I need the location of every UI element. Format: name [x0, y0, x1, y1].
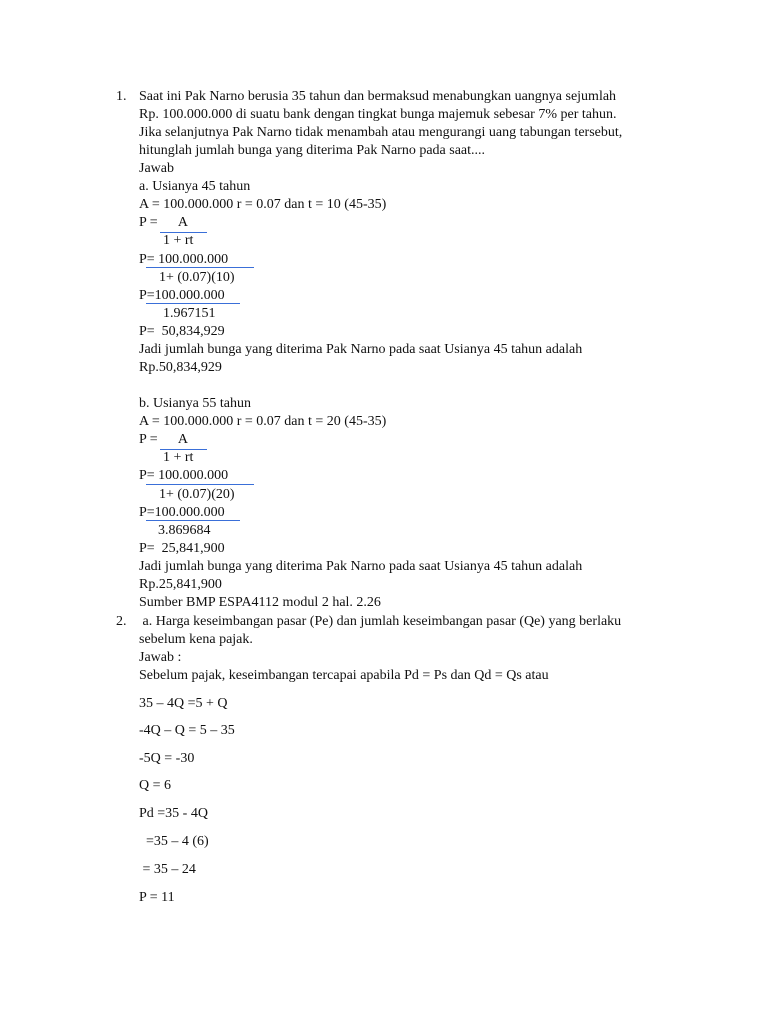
- part-a-heading: a. Usianya 45 tahun: [139, 179, 251, 194]
- equation-step: =35 – 4 (6): [139, 834, 209, 849]
- fraction-bar: [146, 303, 240, 304]
- answer-label: Jawab :: [139, 650, 182, 665]
- calc-denominator: 1+ (0.07)(10): [159, 270, 235, 285]
- q1-text-line: Rp. 100.000.000 di suatu bank dengan tingkat bunga majemuk sebesar 7% per tahun.: [139, 107, 617, 122]
- formula-numerator: P = A: [139, 215, 188, 230]
- calc-denominator: 3.869684: [158, 523, 211, 538]
- fraction-bar: [146, 267, 254, 268]
- part-b-heading: b. Usianya 55 tahun: [139, 396, 251, 411]
- equilibrium-condition: Sebelum pajak, keseimbangan tercapai apabila Pd = Ps dan Qd = Qs atau: [139, 668, 549, 683]
- fraction-bar: [146, 484, 254, 485]
- equation-step: Pd =35 - 4Q: [139, 806, 208, 821]
- formula-numerator: P = A: [139, 432, 188, 447]
- conclusion-a: Jadi jumlah bunga yang diterima Pak Narno pada saat Usianya 45 tahun adalah: [139, 342, 583, 357]
- q1-text-line: Jika selanjutnya Pak Narno tidak menambah atau mengurangi uang tabungan tersebut,: [139, 125, 623, 140]
- conclusion-b: Jadi jumlah bunga yang diterima Pak Narno pada saat Usianya 45 tahun adalah: [139, 559, 583, 574]
- calc-numerator: P= 100.000.000: [139, 252, 229, 267]
- equation-step: = 35 – 24: [139, 862, 196, 877]
- calc-denominator: 1.967151: [163, 306, 216, 321]
- result-a: P= 50,834,929: [139, 324, 225, 339]
- q1-text-line: hitunglah jumlah bunga yang diterima Pak Narno pada saat....: [139, 143, 486, 158]
- fraction-bar: [146, 520, 240, 521]
- source-reference: Sumber BMP ESPA4112 modul 2 hal. 2.26: [139, 595, 381, 610]
- q2-text-line: a. Harga keseimbangan pasar (Pe) dan jumlah keseimbangan pasar (Qe) yang berlaku: [139, 614, 622, 629]
- calc-denominator: 1+ (0.07)(20): [159, 487, 235, 502]
- calc-numerator: P=100.000.000: [139, 288, 225, 303]
- equation-step: Q = 6: [139, 778, 172, 793]
- q2-text-line: sebelum kena pajak.: [139, 632, 253, 647]
- conclusion-a-value: Rp.50,834,929: [139, 360, 222, 375]
- part-b-givens: A = 100.000.000 r = 0.07 dan t = 20 (45-35): [139, 414, 387, 429]
- formula-denominator: 1 + rt: [163, 450, 194, 465]
- answer-label: Jawab: [139, 161, 174, 176]
- calc-numerator: P=100.000.000: [139, 505, 225, 520]
- equation-step: -5Q = -30: [139, 751, 195, 766]
- conclusion-b-value: Rp.25,841,900: [139, 577, 222, 592]
- result-b: P= 25,841,900: [139, 541, 225, 556]
- question-1-number: 1.: [116, 89, 127, 104]
- part-a-givens: A = 100.000.000 r = 0.07 dan t = 10 (45-35): [139, 197, 387, 212]
- equation-step: P = 11: [139, 890, 175, 905]
- calc-numerator: P= 100.000.000: [139, 468, 229, 483]
- equation-step: -4Q – Q = 5 – 35: [139, 723, 235, 738]
- q1-text-line: Saat ini Pak Narno berusia 35 tahun dan bermaksud menabungkan uangnya sejumlah: [139, 89, 617, 104]
- formula-denominator: 1 + rt: [163, 233, 194, 248]
- question-2-number: 2.: [116, 614, 127, 629]
- equation-step: 35 – 4Q =5 + Q: [139, 696, 228, 711]
